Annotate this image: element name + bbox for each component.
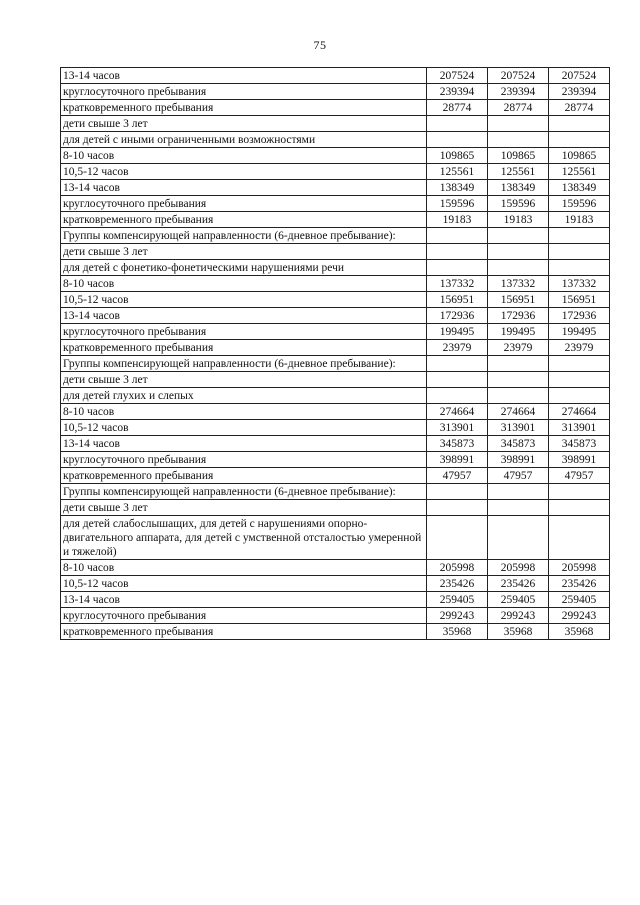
value-cell-2 [488,132,549,148]
row-label-cell: 13-14 часов [61,68,427,84]
value-cell-1 [427,356,488,372]
value-cell-1 [427,244,488,260]
row-label-cell: 10,5-12 часов [61,164,427,180]
value-cell-3 [549,500,610,516]
value-cell-2: 109865 [488,148,549,164]
value-cell-1: 235426 [427,576,488,592]
row-label-cell: Группы компенсирующей направленности (6-дневное пребывание): [61,484,427,500]
table-row [61,212,610,228]
value-cell-3: 125561 [549,164,610,180]
value-cell-3: 138349 [549,180,610,196]
table-row [61,500,610,516]
row-label-cell: кратковременного пребывания [61,468,427,484]
value-cell-3 [549,388,610,404]
row-label-cell: Группы компенсирующей направленности (6-дневное пребывание): [61,356,427,372]
value-cell-1: 35968 [427,624,488,640]
value-cell-3: 207524 [549,68,610,84]
value-cell-2: 19183 [488,212,549,228]
row-label-cell: для детей слабослышащих, для детей с нарушениями опорно-двигательного аппарата, для детей с умственной отсталостью умеренной и тяжелой) [61,516,427,560]
value-cell-2 [488,484,549,500]
value-cell-3 [549,372,610,388]
table-row [61,164,610,180]
row-label-cell: 13-14 часов [61,436,427,452]
row-label-cell: круглосуточного пребывания [61,84,427,100]
row-label-cell: дети свыше 3 лет [61,500,427,516]
value-cell-2: 239394 [488,84,549,100]
value-cell-1 [427,484,488,500]
row-label-cell: дети свыше 3 лет [61,244,427,260]
value-cell-1: 259405 [427,592,488,608]
value-cell-2: 23979 [488,340,549,356]
table-row [61,516,610,560]
value-cell-1: 125561 [427,164,488,180]
value-cell-1: 274664 [427,404,488,420]
row-label-cell: 13-14 часов [61,180,427,196]
table-body [61,68,610,640]
value-cell-2: 125561 [488,164,549,180]
table-row [61,244,610,260]
table-row [61,196,610,212]
row-label-cell: кратковременного пребывания [61,100,427,116]
row-label-cell: 10,5-12 часов [61,292,427,308]
value-cell-2: 398991 [488,452,549,468]
value-cell-2 [488,228,549,244]
value-cell-3: 156951 [549,292,610,308]
value-cell-2 [488,388,549,404]
row-label-cell: дети свыше 3 лет [61,116,427,132]
value-cell-1: 28774 [427,100,488,116]
table-row [61,436,610,452]
value-cell-3: 199495 [549,324,610,340]
table-row [61,68,610,84]
value-cell-1 [427,228,488,244]
value-cell-3 [549,132,610,148]
value-cell-1 [427,500,488,516]
value-cell-3: 23979 [549,340,610,356]
table-row [61,608,610,624]
value-cell-1 [427,260,488,276]
table-row [61,356,610,372]
value-cell-3 [549,116,610,132]
value-cell-2 [488,372,549,388]
table-row [61,148,610,164]
value-cell-3: 172936 [549,308,610,324]
value-cell-3: 109865 [549,148,610,164]
table-row [61,308,610,324]
value-cell-2 [488,516,549,560]
table-row [61,100,610,116]
row-label-cell: 10,5-12 часов [61,576,427,592]
value-cell-1 [427,388,488,404]
table-row [61,484,610,500]
value-cell-1: 138349 [427,180,488,196]
value-cell-1: 156951 [427,292,488,308]
value-cell-1: 47957 [427,468,488,484]
table-row [61,324,610,340]
value-cell-3: 274664 [549,404,610,420]
row-label-cell: 13-14 часов [61,308,427,324]
row-label-cell: для детей с иными ограниченными возможностями [61,132,427,148]
value-cell-1 [427,516,488,560]
value-cell-2: 137332 [488,276,549,292]
value-cell-2: 28774 [488,100,549,116]
value-cell-2: 199495 [488,324,549,340]
value-cell-1: 239394 [427,84,488,100]
row-label-cell: 8-10 часов [61,276,427,292]
value-cell-1: 299243 [427,608,488,624]
value-cell-1: 199495 [427,324,488,340]
value-cell-1 [427,132,488,148]
table-row [61,180,610,196]
table-row [61,388,610,404]
value-cell-2 [488,116,549,132]
value-cell-3: 47957 [549,468,610,484]
value-cell-2 [488,500,549,516]
table-row [61,84,610,100]
value-cell-1 [427,116,488,132]
value-cell-1: 109865 [427,148,488,164]
value-cell-1: 137332 [427,276,488,292]
row-label-cell: кратковременного пребывания [61,624,427,640]
table-row [61,468,610,484]
value-cell-2: 172936 [488,308,549,324]
value-cell-3: 235426 [549,576,610,592]
value-cell-3: 239394 [549,84,610,100]
table-row [61,452,610,468]
row-label-cell: 8-10 часов [61,560,427,576]
value-cell-1: 345873 [427,436,488,452]
value-cell-2: 47957 [488,468,549,484]
value-cell-1: 313901 [427,420,488,436]
table-row [61,560,610,576]
value-cell-2 [488,260,549,276]
value-cell-2: 159596 [488,196,549,212]
row-label-cell: для детей глухих и слепых [61,388,427,404]
table-row [61,404,610,420]
value-cell-2: 138349 [488,180,549,196]
value-cell-3: 313901 [549,420,610,436]
table-row [61,576,610,592]
value-cell-3: 159596 [549,196,610,212]
row-label-cell: кратковременного пребывания [61,212,427,228]
value-cell-2 [488,244,549,260]
value-cell-1: 205998 [427,560,488,576]
value-cell-2: 274664 [488,404,549,420]
value-cell-3 [549,516,610,560]
row-label-cell: 10,5-12 часов [61,420,427,436]
row-label-cell: круглосуточного пребывания [61,196,427,212]
page-number: 75 [313,38,327,52]
table-row [61,292,610,308]
row-label-cell: 8-10 часов [61,404,427,420]
value-cell-1: 398991 [427,452,488,468]
value-cell-3: 259405 [549,592,610,608]
row-label-cell: круглосуточного пребывания [61,452,427,468]
value-cell-3: 19183 [549,212,610,228]
table-row [61,592,610,608]
row-label-cell: круглосуточного пребывания [61,324,427,340]
value-cell-1: 19183 [427,212,488,228]
row-label-cell: кратковременного пребывания [61,340,427,356]
value-cell-2: 259405 [488,592,549,608]
value-cell-2: 205998 [488,560,549,576]
table-row [61,372,610,388]
value-cell-1 [427,372,488,388]
table-row [61,116,610,132]
value-cell-2: 299243 [488,608,549,624]
value-cell-3: 35968 [549,624,610,640]
table-row [61,340,610,356]
table-row [61,132,610,148]
value-cell-1: 207524 [427,68,488,84]
tariff-table [60,67,610,640]
table-row [61,260,610,276]
value-cell-2: 313901 [488,420,549,436]
value-cell-3: 299243 [549,608,610,624]
value-cell-3 [549,260,610,276]
value-cell-3: 137332 [549,276,610,292]
row-label-cell: 13-14 часов [61,592,427,608]
value-cell-2: 235426 [488,576,549,592]
table-row [61,228,610,244]
value-cell-2 [488,356,549,372]
value-cell-3 [549,228,610,244]
row-label-cell: круглосуточного пребывания [61,608,427,624]
table-row [61,624,610,640]
value-cell-3: 345873 [549,436,610,452]
row-label-cell: 8-10 часов [61,148,427,164]
row-label-cell: для детей с фонетико-фонетическими нарушениями речи [61,260,427,276]
value-cell-3 [549,484,610,500]
value-cell-1: 172936 [427,308,488,324]
value-cell-3: 205998 [549,560,610,576]
value-cell-1: 23979 [427,340,488,356]
value-cell-2: 156951 [488,292,549,308]
value-cell-2: 345873 [488,436,549,452]
value-cell-3 [549,244,610,260]
table-row [61,276,610,292]
value-cell-3: 398991 [549,452,610,468]
value-cell-1: 159596 [427,196,488,212]
value-cell-3: 28774 [549,100,610,116]
table-row [61,420,610,436]
value-cell-2: 35968 [488,624,549,640]
row-label-cell: Группы компенсирующей направленности (6-дневное пребывание): [61,228,427,244]
row-label-cell: дети свыше 3 лет [61,372,427,388]
value-cell-2: 207524 [488,68,549,84]
value-cell-3 [549,356,610,372]
